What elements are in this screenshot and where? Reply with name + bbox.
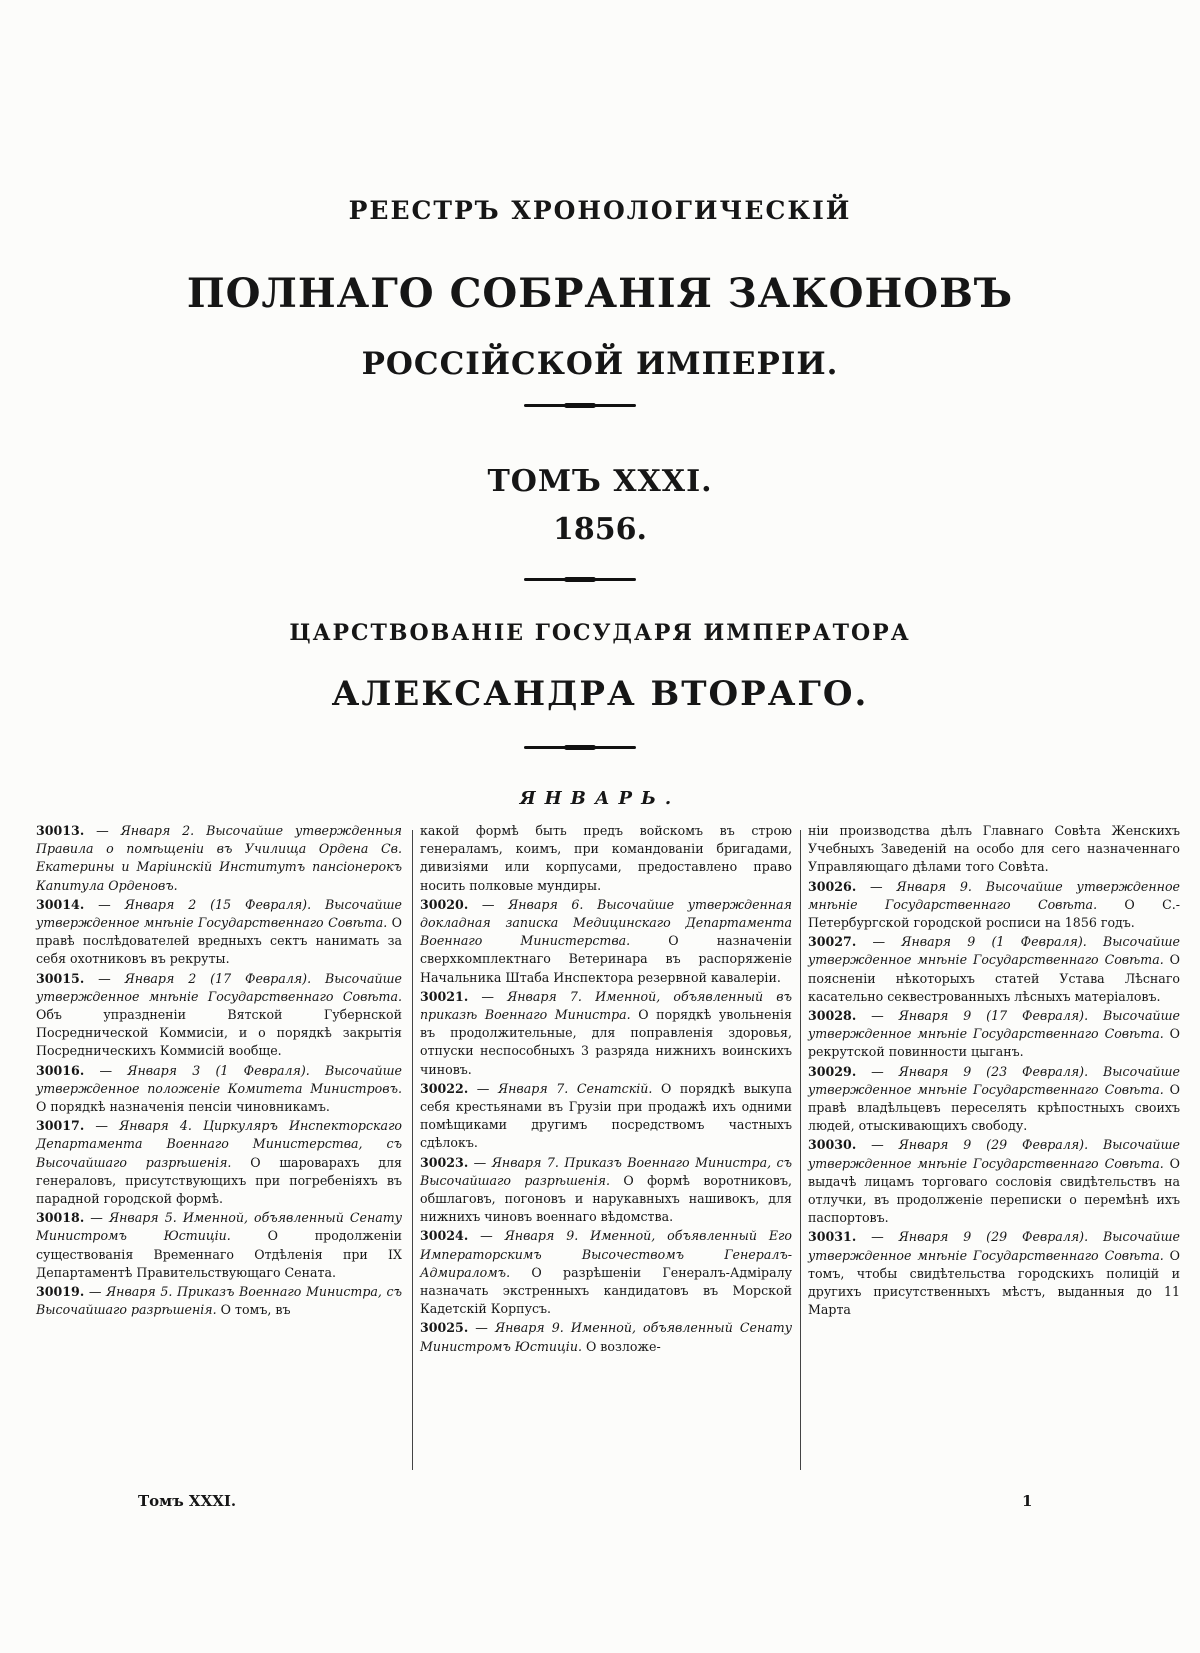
register-entry: [808, 1063, 1180, 1136]
register-entry: [808, 1136, 1180, 1227]
register-entry: [420, 1227, 792, 1318]
entry-num: 30023.: [420, 1154, 469, 1170]
entry-body: О правѣ послѣдователей вредныхъ сектъ нанимать за себя охотниковъ въ рекруты.: [36, 915, 402, 967]
entry-num: 30028.: [808, 1008, 857, 1024]
register-entry: [36, 1062, 402, 1117]
entry-date: — Января 2.: [96, 823, 195, 838]
entry-date: — Января 5.: [88, 1284, 173, 1300]
register-entry: [420, 896, 792, 987]
year: 1856.: [553, 512, 647, 547]
entry-body: О назначеніи сверхкомплектнаго Ветеринара въ распоряженіе Начальника Штаба Инспектора резервной кавалеріи.: [420, 933, 792, 985]
entry-law: Высочайше утвержденная докладная записка Медицинскаго Департамента Военнаго Министерства.: [420, 896, 792, 949]
entry-body: О возложе-: [585, 1338, 661, 1354]
entry-date: — Января 7.: [476, 1080, 569, 1096]
entry-body: О рекрутской повинности цыганъ.: [808, 1026, 1180, 1060]
entry-date: — Января 5.: [90, 1210, 177, 1226]
entry-num: 30019.: [36, 1284, 85, 1300]
entry-law: Именной, объявленный въ приказѣ Военнаго Министра.: [420, 988, 792, 1023]
entry-date: — Января 7.: [481, 988, 582, 1004]
entry-law: Высочайше утвержденное мнѣніе Государственнаго Совѣта.: [808, 1008, 1180, 1042]
entry-law: Циркуляръ Инспекторскаго Департамента Военнаго Министерства, съ Высочайшаго разрѣшенія.: [36, 1118, 403, 1170]
entry-num: 30013.: [36, 823, 85, 838]
register-entry: [36, 1117, 402, 1208]
entry-body: О порядкѣ выкупа себя крестьянами въ Грузіи при продажѣ ихъ одними помѣщиками другимъ посредствомъ частныхъ сдѣлокъ.: [420, 1080, 792, 1151]
register-entry: [420, 1080, 792, 1153]
entry-num: 30018.: [36, 1210, 85, 1226]
entry-law: Высочайше утвержденное мнѣніе Государственнаго Совѣта.: [808, 1137, 1180, 1171]
ornament-rule: [524, 746, 636, 749]
entry-date: — Января 9 (29 Февраля).: [871, 1137, 1089, 1153]
entry-num: 30021.: [420, 988, 469, 1004]
entry-num: 30016.: [36, 1062, 85, 1078]
entry-date: — Января 9 (1 Февраля).: [872, 934, 1087, 950]
entry-law: Высочайше утвержденное мнѣніе Государственнаго Совѣта.: [808, 878, 1180, 912]
entry-body: О томъ, чтобы свидѣтельства городскихъ полицій и другихъ присутственныхъ мѣстъ, выданныя до 11 Марта: [808, 1247, 1180, 1318]
page-number: 1: [1022, 1492, 1033, 1510]
register-entry: [808, 1007, 1180, 1062]
header-line-1: РЕЕСТРЪ ХРОНОЛОГИЧЕСКІЙ: [348, 196, 852, 225]
entry-law: Приказъ Военнаго Министра, съ Высочайшаго разрѣшенія.: [420, 1154, 792, 1188]
entry-law: Высочайше утвержденное мнѣніе Государственнаго Совѣта.: [808, 1063, 1180, 1097]
header-line-3: РОССІЙСКОЙ ИМПЕРІИ.: [361, 346, 839, 382]
entry-body: О формѣ воротниковъ, обшлаговъ, погоновъ и нарукавныхъ нашивокъ, для нижнихъ чиновъ военнаго вѣдомства.: [420, 1172, 792, 1225]
register-entry: [420, 1154, 792, 1227]
month-heading: ЯНВАРЬ.: [519, 788, 681, 809]
entry-date: — Января 7.: [473, 1154, 559, 1170]
entry-body: Объ упраздненіи Вятской Губернской Посреднической Коммисіи, и о порядкѣ закрытія Посредническихъ Коммисій вообще.: [36, 1007, 402, 1059]
column-3: [808, 822, 1180, 1320]
column-1: [36, 822, 402, 1320]
entry-law: Именной, объявленный Сенату Министромъ Юстиціи.: [36, 1210, 403, 1244]
entry-law: Именной, объявленный Его Императорскимъ Высочествомъ Генералъ-Адмираломъ.: [420, 1228, 792, 1280]
entry-date: — Января 9 (29 Февраля).: [871, 1229, 1089, 1245]
ornament-rule: [524, 578, 636, 581]
entry-body: О порядкѣ назначенія пенсіи чиновникамъ.: [36, 1099, 330, 1115]
entry-body: О шароварахъ для генераловъ, присутствующихъ при погребеніяхъ въ парадной городской формѣ.: [36, 1154, 402, 1207]
entry-body: О правѣ владѣльцевъ переселять крѣпостныхъ своихъ людей, отыскивающихъ свободу.: [808, 1081, 1180, 1134]
register-entry: [808, 933, 1180, 1006]
entry-date: — Января 3 (1 Февраля).: [99, 1062, 310, 1078]
entry-body: О продолженіи существованія Временнаго Отдѣленія при IX Департаментѣ Правительствующаго Сената.: [36, 1228, 402, 1280]
entry-num: 30029.: [808, 1063, 857, 1079]
register-entry: [420, 988, 792, 1079]
reign-line-2: АЛЕКСАНДРА ВТОРАГО.: [331, 674, 869, 714]
continued-entry-text: какой формѣ быть предъ войскомъ въ строю генераламъ, коимъ, при командованіи бригадами, дивизіями или корпусами, предоставлено право носить полковые мундиры.: [420, 823, 792, 893]
entry-date: — Января 9.: [870, 878, 972, 894]
column-2: [420, 822, 792, 1357]
entry-date: — Января 6.: [481, 896, 584, 912]
entry-body: О порядкѣ увольненія въ продолжительные, для поправленія здоровья, отпуски неспособныхъ 3 разряда нижнихъ воинскихъ чиновъ.: [420, 1007, 792, 1077]
entry-law: Высочайше утвержденное положеніе Комитета Министровъ.: [36, 1062, 402, 1096]
entry-date: — Января 9.: [480, 1228, 579, 1244]
entry-date: — Января 9 (23 Февраля).: [871, 1063, 1089, 1079]
entry-body: О С.-Петербургской городской росписи на 1856 годъ.: [808, 896, 1180, 931]
entry-date: — Января 2 (15 Февраля).: [98, 896, 312, 912]
entry-num: 30025.: [420, 1320, 469, 1336]
entry-law: Приказъ Военнаго Министра, съ Высочайшаго разрѣшенія.: [36, 1284, 402, 1318]
column-divider: [800, 830, 801, 1470]
entry-num: 30015.: [36, 970, 85, 986]
entry-body: О томъ, въ: [220, 1302, 291, 1318]
register-entry: [808, 1228, 1180, 1319]
register-entry: [36, 970, 402, 1061]
footer-volume: Томъ XXXI.: [138, 1492, 237, 1510]
entry-date: — Января 9 (17 Февраля).: [871, 1008, 1089, 1024]
entry-law: Высочайше утвержденное мнѣніе Государственнаго Совѣта.: [808, 934, 1180, 968]
entry-num: 30031.: [808, 1229, 857, 1245]
entry-body: О разрѣшеніи Генералъ-Адміралу назначать экстренныхъ кандидатовъ въ Морской Кадетскій Корпусъ.: [420, 1264, 792, 1317]
entry-num: 30020.: [420, 896, 469, 912]
entry-body: О поясненіи нѣкоторыхъ статей Устава Лѣснаго касательно секвестрованныхъ лѣсныхъ матеріаловъ.: [808, 952, 1180, 1004]
entry-law: Высочайше утвержденное мнѣніе Государственнаго Совѣта.: [36, 896, 402, 931]
entry-num: 30017.: [36, 1118, 85, 1134]
entry-num: 30026.: [808, 878, 857, 894]
ornament-rule: [524, 404, 636, 407]
entry-num: 30014.: [36, 896, 85, 912]
entry-body: О выдачѣ лицамъ торговаго сословія свидѣтельствъ на отлучки, въ продолженіе переписки о перемѣнѣ ихъ паспортовъ.: [808, 1155, 1180, 1226]
entry-law: Высочайше утвержденное мнѣніе Государственнаго Совѣта.: [808, 1229, 1180, 1263]
register-entry: [36, 1283, 402, 1319]
entry-date: — Января 2 (17 Февраля).: [98, 970, 312, 986]
entry-law: Высочайше утвержденныя Правила о помѣщеніи въ Училища Ордена Св. Екатерины и Маріинскій Институтъ пансіонерокъ Капитула Орденовъ.: [36, 823, 402, 893]
entry-num: 30030.: [808, 1137, 857, 1153]
register-entry: [36, 1209, 402, 1282]
entry-date: — Января 4.: [95, 1118, 192, 1134]
register-entry: [36, 822, 402, 895]
entry-num: 30027.: [808, 934, 857, 950]
entry-law: Высочайше утвержденное мнѣніе Государственнаго Совѣта.: [36, 970, 402, 1004]
register-entry: [808, 878, 1180, 933]
entry-law: Именной, объявленный Сенату Министромъ Юстиціи.: [420, 1320, 793, 1354]
entry-num: 30024.: [420, 1228, 469, 1244]
header-title: ПОЛНАГО СОБРАНІЯ ЗАКОНОВЪ: [186, 270, 1014, 317]
register-columns: [36, 822, 1180, 1562]
reign-line-1: ЦАРСТВОВАНІЕ ГОСУДАРЯ ИМПЕРАТОРА: [289, 620, 911, 646]
continued-entry-text: ніи производства дѣлъ Главнаго Совѣта Женскихъ Учебныхъ Заведеній на особо для сего назначеннаго Управляющаго дѣлами того Совѣта.: [808, 823, 1180, 875]
register-entry: [36, 896, 402, 969]
entry-num: 30022.: [420, 1080, 469, 1096]
volume-title: ТОМЪ XXXI.: [487, 464, 713, 499]
column-divider: [412, 830, 413, 1470]
entry-date: — Января 9.: [475, 1320, 564, 1336]
entry-law: Сенатскій.: [576, 1080, 653, 1096]
register-entry: [420, 1319, 792, 1355]
